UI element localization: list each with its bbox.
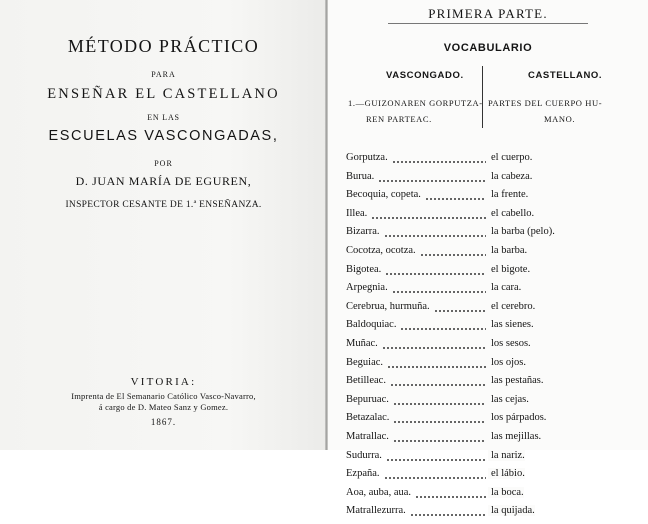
dot-leader <box>384 477 486 479</box>
basque-word: Becoquia, copeta. <box>346 189 421 201</box>
vocabulary-list <box>346 152 646 524</box>
author-title: INSPECTOR CESANTE DE 1.ª ENSEÑANZA. <box>65 200 262 210</box>
dot-leader <box>371 217 486 219</box>
printer-owner-line: á cargo de D. Mateo Sanz y Gomez. <box>98 402 229 412</box>
list-item <box>346 282 646 301</box>
spanish-word: los ojos. <box>488 357 526 368</box>
list-item <box>346 394 646 413</box>
vocabulary-page <box>328 0 648 517</box>
book-title: MÉTODO PRÁCTICO <box>67 36 260 56</box>
list-item <box>346 319 646 338</box>
basque-word: Matrallac. <box>346 430 389 442</box>
list-item <box>346 189 646 208</box>
list-item <box>346 357 646 376</box>
publication-year: 1867. <box>150 417 177 427</box>
book-subtitle: ENSEÑAR EL CASTELLANO <box>47 86 280 102</box>
basque-word: Betazalac. <box>346 412 390 424</box>
author-name: D. JUAN MARÍA DE EGUREN, <box>75 174 252 188</box>
dot-leader <box>393 440 486 442</box>
list-item <box>346 375 646 394</box>
basque-word: Illea. <box>346 207 368 219</box>
basque-word: Bizarra. <box>346 226 380 238</box>
dot-leader <box>386 459 486 461</box>
spanish-word: el bigote. <box>488 264 530 275</box>
dot-leader <box>385 273 486 275</box>
spanish-word: el lábio. <box>488 468 525 479</box>
basque-word: Matrallezurra. <box>346 505 406 517</box>
basque-word: Gorputza. <box>346 152 388 163</box>
dot-leader <box>410 514 486 516</box>
spanish-word: las cejas. <box>488 394 529 405</box>
vocabulary-title: VOCABULARIO <box>443 42 533 54</box>
basque-word: Arpegnia. <box>346 282 388 294</box>
basque-section-heading-1: 1.—GUIZONAREN GORPUTZA- <box>348 98 483 108</box>
list-item <box>346 152 646 171</box>
schools-line: ESCUELAS VASCONGADAS, <box>48 128 279 144</box>
dot-leader <box>393 421 486 423</box>
list-item <box>346 208 646 227</box>
basque-word: Bigotea. <box>346 263 382 275</box>
dot-leader <box>425 198 486 200</box>
spanish-word: la nariz. <box>488 450 525 461</box>
basque-word: Beguiac. <box>346 356 384 368</box>
dot-leader <box>393 403 486 405</box>
spanish-word: los sesos. <box>488 338 531 349</box>
spanish-word: la quijada. <box>488 505 535 516</box>
basque-column-header: VASCONGADO. <box>386 70 464 81</box>
list-item <box>346 431 646 450</box>
basque-word: Bepuruac. <box>346 393 389 405</box>
list-item <box>346 264 646 283</box>
spanish-word: el cerebro. <box>488 301 535 312</box>
dot-leader <box>392 291 486 293</box>
spanish-word: la barba (pelo). <box>488 226 555 237</box>
list-item <box>346 338 646 357</box>
basque-word: Ezpaña. <box>346 468 380 480</box>
para-text: PARA <box>151 70 176 79</box>
printer-line: Imprenta de El Semanario Católico Vasco-Navarro, <box>71 391 256 401</box>
basque-word: Betilleac. <box>346 375 386 387</box>
list-item <box>346 487 646 506</box>
spanish-word: el cuerpo. <box>488 152 532 163</box>
dot-leader <box>392 161 486 163</box>
header-rule <box>388 23 588 24</box>
list-item <box>346 245 646 264</box>
list-item <box>346 450 646 469</box>
dot-leader <box>378 180 486 182</box>
list-item <box>346 412 646 431</box>
spanish-word: las sienes. <box>488 319 534 330</box>
spanish-word: la cara. <box>488 282 521 293</box>
basque-word: Cerebrua, hurmuña. <box>346 300 430 312</box>
spanish-word: los párpados. <box>488 412 546 423</box>
dot-leader <box>384 235 486 237</box>
dot-leader <box>434 310 486 312</box>
basque-word: Aoa, auba, aua. <box>346 486 412 498</box>
spanish-word: la frente. <box>488 189 528 200</box>
basque-word: Muñac. <box>346 337 378 349</box>
dot-leader <box>420 254 486 256</box>
spanish-word: las mejillas. <box>488 431 541 442</box>
list-item <box>346 468 646 487</box>
basque-word: Baldoquiac. <box>346 319 397 331</box>
list-item <box>346 171 646 190</box>
basque-word: Burua. <box>346 170 375 182</box>
column-divider <box>482 66 483 128</box>
spanish-word: la boca. <box>488 487 524 498</box>
title-page <box>0 0 327 450</box>
dot-leader <box>400 328 486 330</box>
basque-section-heading-2: REN PARTEAC. <box>366 114 432 124</box>
dot-leader <box>387 366 486 368</box>
dot-leader <box>382 347 486 349</box>
list-item <box>346 505 646 524</box>
por-text: POR <box>154 159 173 168</box>
spanish-word: las pestañas. <box>488 375 544 386</box>
publication-city: VITORIA: <box>130 376 197 388</box>
basque-word: Sudurra. <box>346 449 382 461</box>
list-item <box>346 226 646 245</box>
spanish-word: la barba. <box>488 245 527 256</box>
spanish-section-heading-2: MANO. <box>544 114 576 124</box>
basque-word: Cocotza, ocotza. <box>346 244 416 256</box>
dot-leader <box>390 384 486 386</box>
part-title: PRIMERA PARTE. <box>428 6 548 21</box>
list-item <box>346 301 646 320</box>
spanish-word: la cabeza. <box>488 171 532 182</box>
dot-leader <box>415 496 486 498</box>
spanish-column-header: CASTELLANO. <box>528 70 603 81</box>
en-las-text: EN LAS <box>147 113 180 122</box>
spanish-section-heading-1: PARTES DEL CUERPO HU- <box>488 98 603 108</box>
spanish-word: el cabello. <box>488 208 534 219</box>
